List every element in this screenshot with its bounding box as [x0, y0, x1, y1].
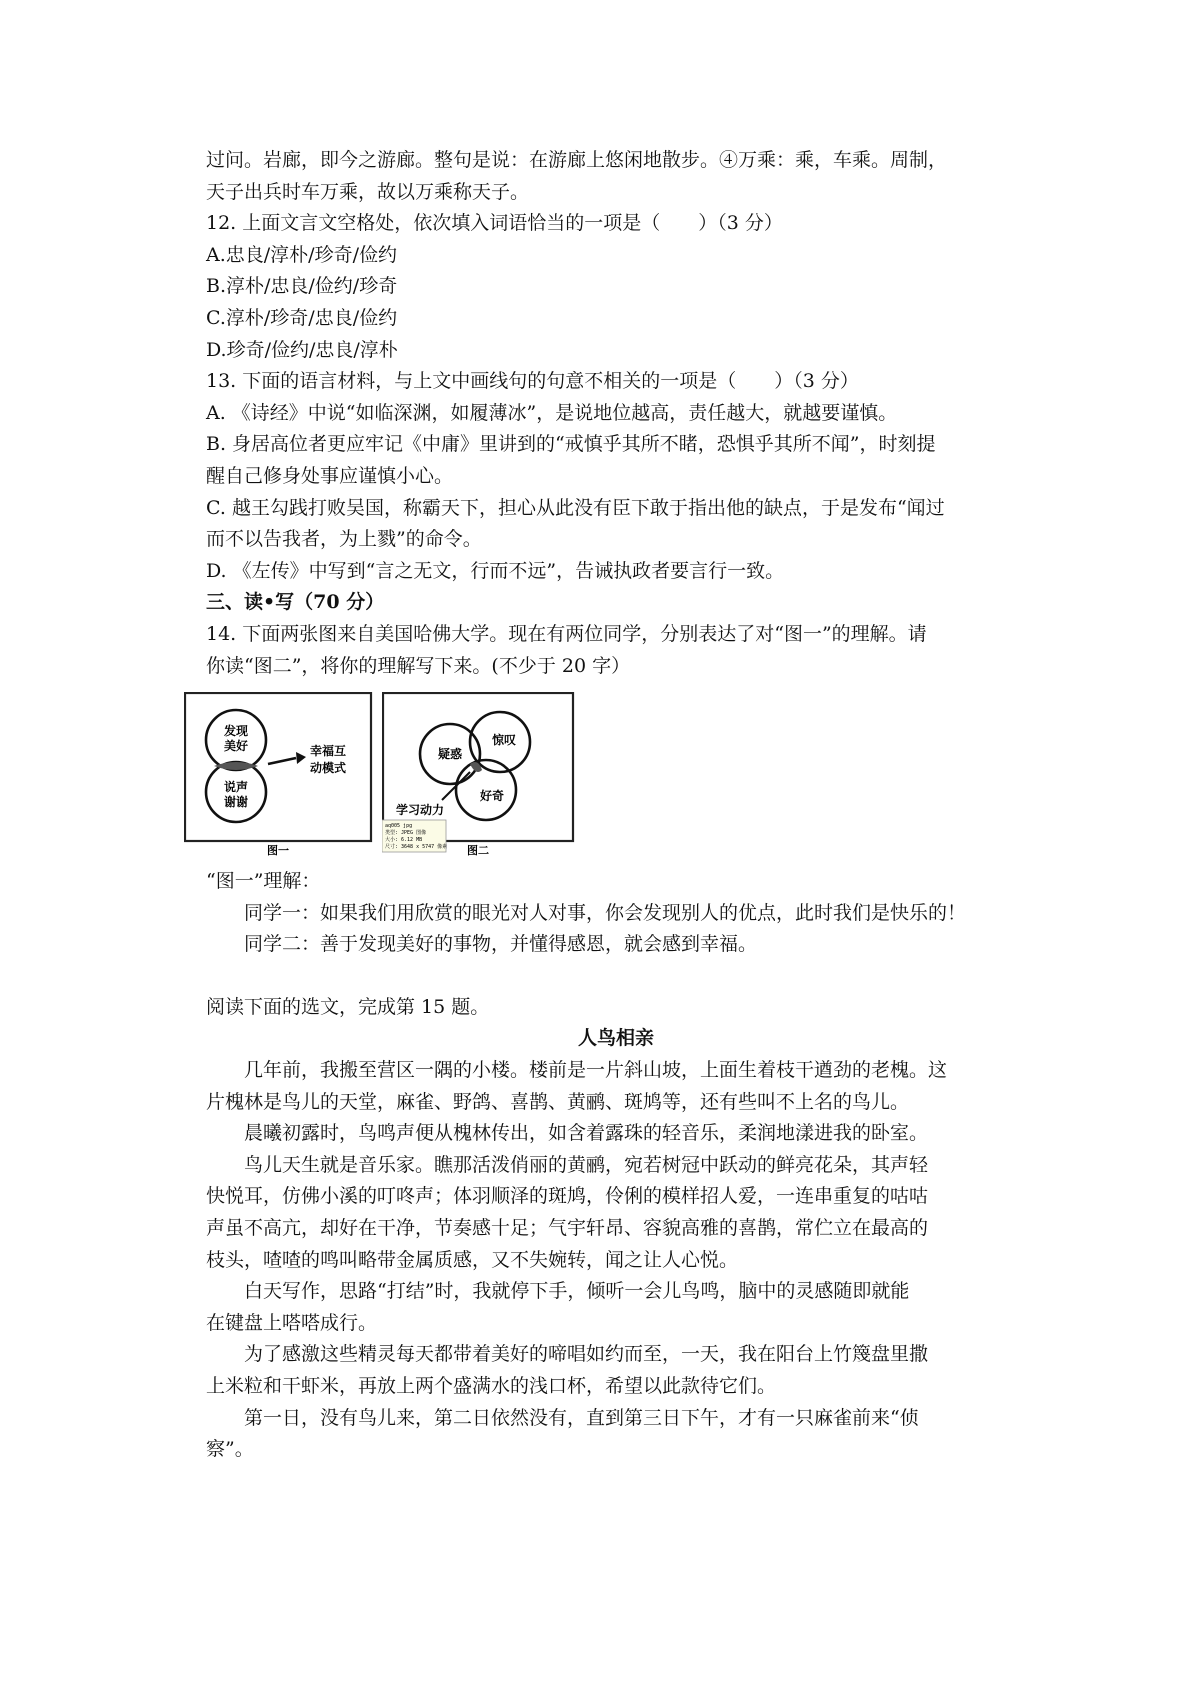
question-13-option-a: A. 《诗经》中说“如临深渊，如履薄冰”，是说地位越高，责任越大，就越要谨慎。	[206, 401, 898, 424]
reading-instruction: 阅读下面的选文，完成第 15 题。	[206, 995, 490, 1018]
question-12-option-d: D.珍奇/俭约/忠良/淳朴	[206, 338, 398, 361]
figure-2-right-circle: 惊叹	[491, 733, 517, 748]
question-12-option-a: A.忠良/淳朴/珍奇/俭约	[206, 243, 397, 266]
essay-paragraph-3-cont: 声虽不高亢，却好在干净，节奏感十足；气宇轩昂、容貌高雅的喜鹊，常伫立在最高的	[206, 1217, 929, 1240]
essay-paragraph-3: 鸟儿天生就是音乐家。瞧那活泼俏丽的黄鹂，宛若树冠中跃动的鲜亮花朵，其声轻	[244, 1153, 929, 1176]
student-2-answer: 同学二：善于发现美好的事物，并懂得感恩，就会感到幸福。	[244, 933, 758, 956]
document-body	[206, 145, 1026, 1466]
figure-1-top-circle-line1: 发现	[223, 724, 249, 739]
question-14-cont: 你读“图二”，将你的理解写下来。(不少于 20 字）	[206, 654, 631, 677]
figures	[184, 692, 1026, 860]
figure-2-tooltip	[382, 820, 447, 852]
figure-2-drawing	[382, 692, 578, 858]
figure-1	[184, 692, 374, 858]
figure-1-drawing	[184, 692, 374, 858]
svg-text:尺寸: 3648 x 5747 像素: 尺寸: 3648 x 5747 像素	[385, 844, 448, 851]
essay-paragraph-1: 几年前，我搬至营区一隅的小楼。楼前是一片斜山坡，上面生着枝干遒劲的老槐。这	[244, 1059, 948, 1082]
essay-paragraph-3-cont: 快悦耳，仿佛小溪的叮咚声；体羽顺泽的斑鸠，伶俐的模样招人爱，一连串重复的咕咕	[206, 1185, 929, 1208]
section-heading: 三、读•写（70 分）	[206, 591, 385, 614]
figure-1-arrow-label-line2: 动模式	[310, 761, 347, 776]
figure-1-bottom-circle-line2: 谢谢	[223, 795, 249, 810]
question-14: 14. 下面两张图来自美国哈佛大学。现在有两位同学，分别表达了对“图一”的理解。请	[206, 622, 927, 645]
spacer	[206, 961, 1026, 992]
text-line: 过问。岩廊，即今之游廊。整句是说：在游廊上悠闲地散步。④万乘：乘，车乘。周制，	[206, 149, 948, 171]
svg-text:类型: JPEG 图像: 类型: JPEG 图像	[385, 830, 427, 837]
question-13-option-c-cont: 而不以告我者，为上戮”的命令。	[206, 528, 482, 551]
figure-2-left-circle: 疑惑	[437, 747, 463, 762]
student-1-answer: 同学一：如果我们用欣赏的眼光对人对事，你会发现别人的优点，此时我们是快乐的！	[244, 901, 967, 924]
question-12-option-b: B.淳朴/忠良/俭约/珍奇	[206, 275, 398, 298]
essay-paragraph-2: 晨曦初露时，鸟鸣声便从槐林传出，如含着露珠的轻音乐，柔润地漾进我的卧室。	[244, 1122, 929, 1145]
essay-paragraph-3-cont: 枝头，喳喳的鸣叫略带金属质感，又不失婉转，闻之让人心悦。	[206, 1248, 739, 1271]
essay-paragraph-4-cont: 在键盘上嗒嗒成行。	[206, 1311, 378, 1334]
question-12-option-c: C.淳朴/珍奇/忠良/俭约	[206, 306, 398, 329]
figure-2-bottom-circle: 好奇	[479, 789, 505, 804]
essay-title: 人鸟相亲	[577, 1027, 654, 1050]
text-line: 天子出兵时车万乘，故以万乘称天子。	[206, 180, 530, 203]
question-13-option-c: C. 越王勾践打败吴国，称霸天下，担心从此没有臣下敢于指出他的缺点，于是发布“闻过	[206, 496, 945, 519]
figure-2-overlap-label: 学习动力	[396, 803, 445, 818]
figure-2-caption: 图二	[467, 844, 489, 858]
essay-paragraph-5-cont: 上米粒和干虾米，再放上两个盛满水的浅口杯，希望以此款待它们。	[206, 1375, 777, 1397]
figure-1-interpretation-label: “图一”理解：	[206, 870, 321, 893]
question-13-option-b-cont: 醒自己修身处事应谨慎小心。	[206, 464, 454, 487]
essay-paragraph-1-cont: 片槐林是鸟儿的天堂，麻雀、野鸽、喜鹊、黄鹂、斑鸠等，还有些叫不上名的鸟儿。	[206, 1090, 910, 1113]
question-13-option-d: D. 《左传》中写到“言之无文，行而不远”，告诫执政者要言行一致。	[206, 559, 785, 582]
question-13-option-b: B. 身居高位者更应牢记《中庸》里讲到的“戒慎乎其所不睹，恐惧乎其所不闻”，时刻提	[206, 433, 936, 456]
question-12: 12. 上面文言文空格处，依次填入词语恰当的一项是（ ）（3 分）	[206, 212, 783, 235]
essay-paragraph-5: 为了感激这些精灵每天都带着美好的啼唱如约而至，一天，我在阳台上竹篾盘里撒	[244, 1343, 929, 1366]
svg-text:大小: 6.12 MB: 大小: 6.12 MB	[385, 837, 423, 844]
essay-paragraph-4: 白天写作，思路“打结”时，我就停下手，倾听一会儿鸟鸣，脑中的灵感随即就能	[244, 1280, 910, 1303]
figure-1-arrow-label-line1: 幸福互	[310, 744, 347, 759]
figure-1-bottom-circle-line1: 说声	[223, 780, 249, 795]
figure-1-caption: 图一	[267, 844, 289, 858]
essay-paragraph-6-cont: 察”。	[206, 1438, 254, 1461]
figure-1-top-circle-line2: 美好	[223, 739, 249, 754]
svg-text:aq005 jpg: aq005 jpg	[385, 823, 413, 830]
question-13: 13. 下面的语言材料，与上文中画线句的句意不相关的一项是（ ）（3 分）	[206, 370, 859, 393]
figure-2	[382, 692, 578, 858]
essay-paragraph-6: 第一日，没有鸟儿来，第二日依然没有，直到第三日下午，才有一只麻雀前来“侦	[244, 1406, 919, 1429]
